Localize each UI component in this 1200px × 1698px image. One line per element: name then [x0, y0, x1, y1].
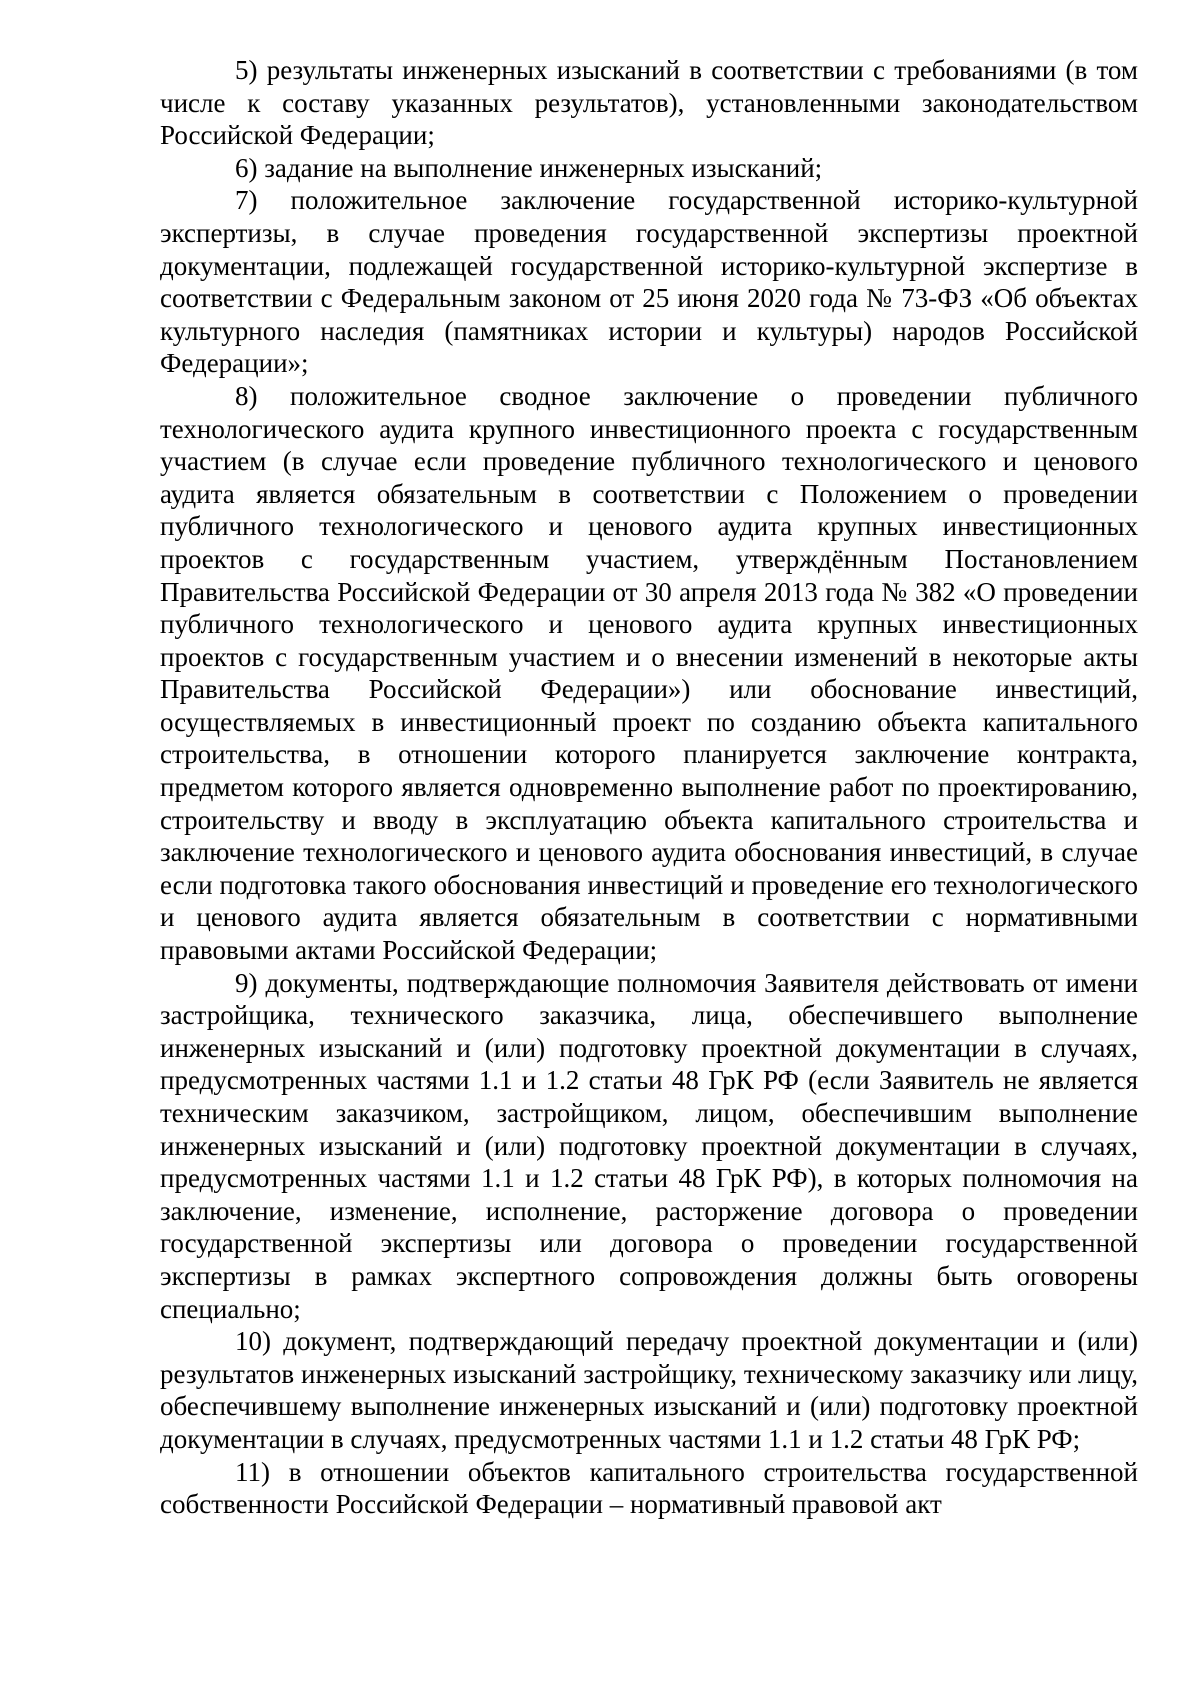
paragraph-item-7: 7) положительное заключение государственной историко-культурной экспертизы, в случае проведения государственной экспертизы проектной документации, подлежащей государственной историко-культурной экспертизе в соответствии с Федеральным законом от 25 июня 2020 года № 73-ФЗ «Об объектах культурного наследия (памятниках истории и культуры) народов Российской Федерации»;	[160, 185, 1138, 379]
paragraph-item-11: 11) в отношении объектов капитального строительства государственной собственности Российской Федерации – нормативный правовой акт	[160, 1456, 1138, 1520]
paragraph-item-6: 6) задание на выполнение инженерных изысканий;	[235, 152, 823, 183]
paragraph-item-9: 9) документы, подтверждающие полномочия Заявителя действовать от имени застройщика, технического заказчика, лица, обеспечившего выполнение инженерных изысканий и (или) подготовку проектной документации в случаях, предусмотренных частями 1.1 и 1.2 статьи 48 ГрК РФ (если Заявитель не является техническим заказчиком, застройщиком, лицом, обеспечившим выполнение инженерных изысканий и (или) подготовку проектной документации в случаях, предусмотренных частями 1.1 и 1.2 статьи 48 ГрК РФ), в которых полномочия на заключение, изменение, исполнение, расторжение договора о проведении государственной экспертизы или договора о проведении государственной экспертизы в рамках экспертного сопровождения должны быть оговорены специально;	[160, 967, 1138, 1324]
paragraph-item-5: 5) результаты инженерных изысканий в соответствии с требованиями (в том числе к составу указанных результатов), установленными законодательством Российской Федерации;	[160, 55, 1138, 151]
paragraph-item-8: 8) положительное сводное заключение о проведении публичного технологического аудита крупного инвестиционного проекта с государственным участием (в случае если проведение публичного технологического и ценового аудита является обязательным в соответствии с Положением о проведении публичного технологического и ценового аудита крупных инвестиционных проектов с государственным участием, утверждённым Постановлением Правительства Российской Федерации от 30 апреля 2013 года № 382 «О проведении публичного технологического и ценового аудита крупных инвестиционных проектов с государственным участием и о внесении изменений в некоторые акты Правительства Российской Федерации») или обоснование инвестиций, осуществляемых в инвестиционный проект по созданию объекта капитального строительства, в отношении которого планируется заключение контракта, предметом которого является одновременно выполнение работ по проектированию, строительству и вводу в эксплуатацию объекта капитального строительства и заключение технологического и ценового аудита обоснования инвестиций, в случае если подготовка такого обоснования инвестиций и проведение его технологического и ценового аудита является обязательным в соответствии с нормативными правовыми актами Российской Федерации;	[160, 380, 1138, 966]
paragraph-item-10: 10) документ, подтверждающий передачу проектной документации и (или) результатов инженерных изысканий застройщику, техническому заказчику или лицу, обеспечившему выполнение инженерных изысканий и (или) подготовку проектной документации в случаях, предусмотренных частями 1.1 и 1.2 статьи 48 ГрК РФ;	[160, 1326, 1138, 1454]
document-page	[160, 54, 1138, 1521]
